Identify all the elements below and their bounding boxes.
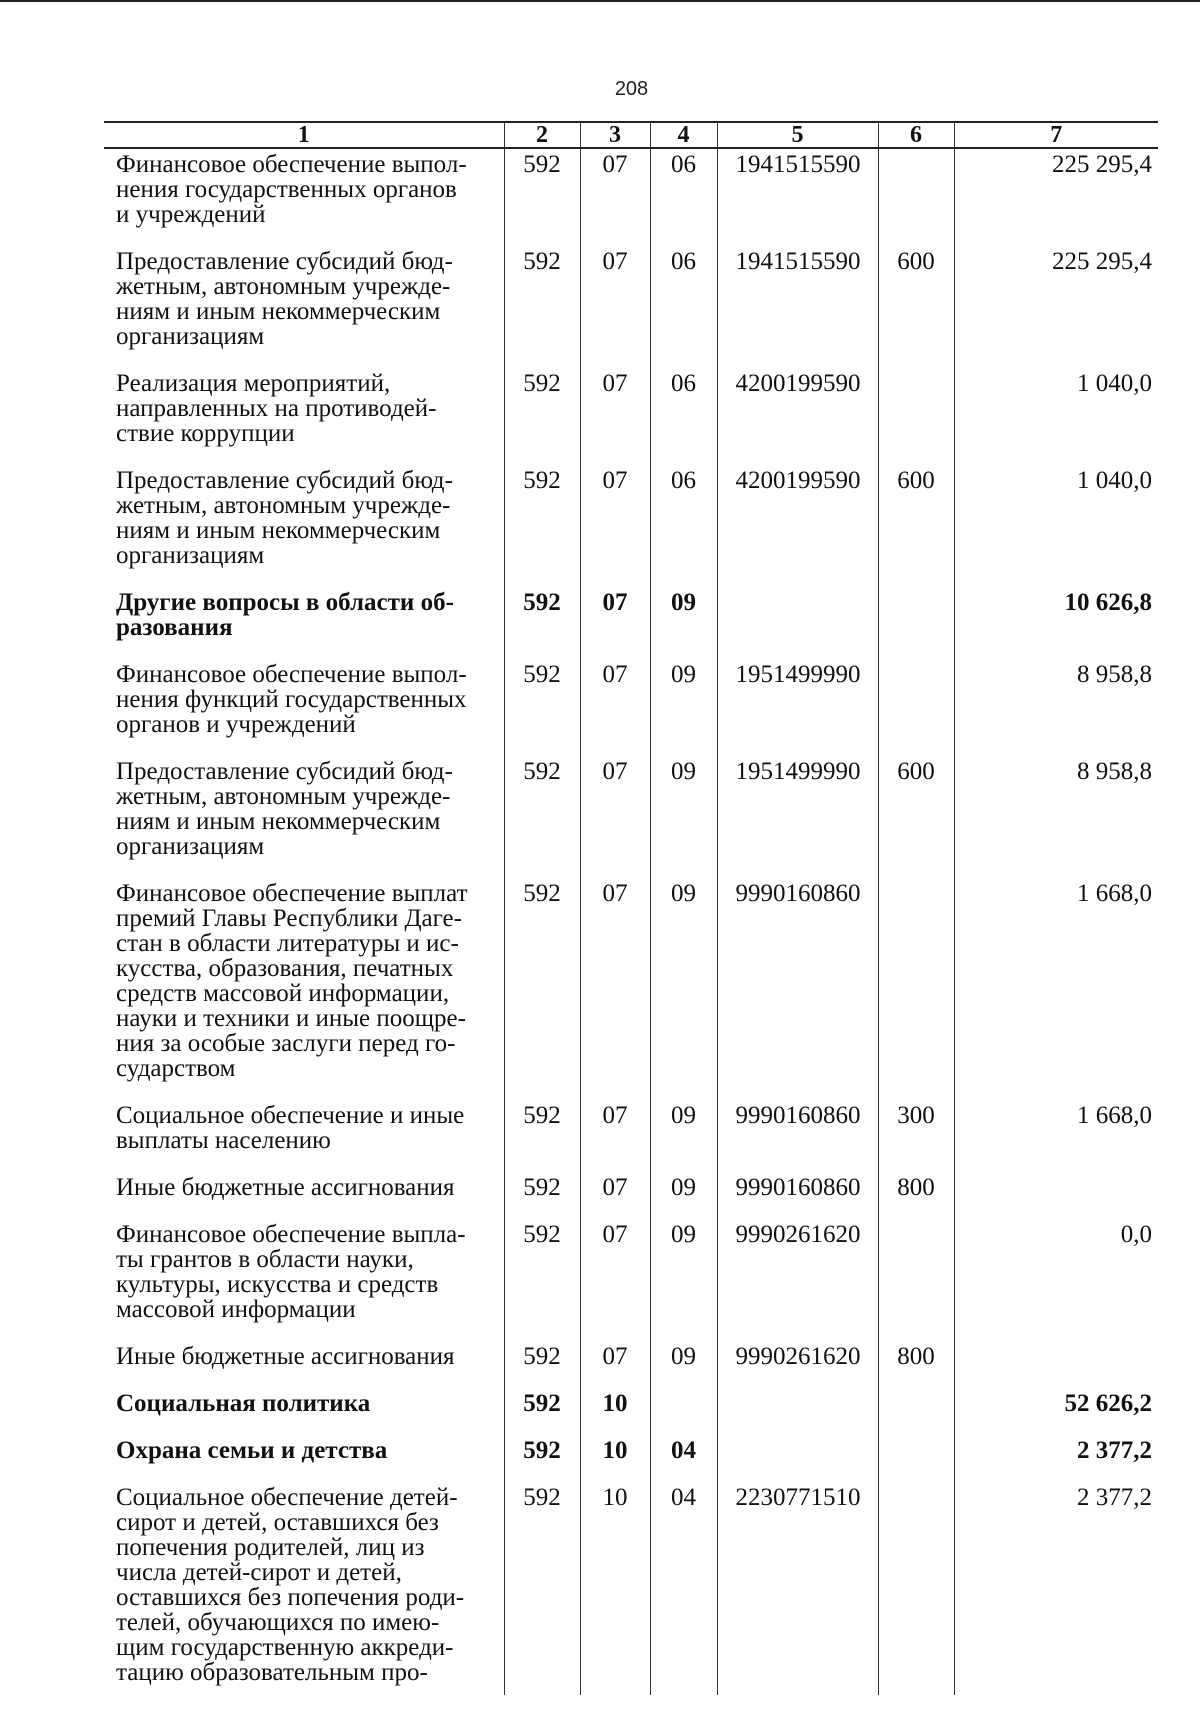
row-ministry-code: 592 — [504, 1332, 580, 1379]
table-row — [104, 1091, 1158, 1163]
row-ministry-code: 592 — [504, 456, 580, 578]
row-ministry-code: 592 — [504, 148, 580, 237]
row-section-code: 07 — [580, 747, 650, 869]
table-row — [104, 1210, 1158, 1332]
table-header — [104, 122, 1158, 148]
row-section-code: 07 — [580, 1332, 650, 1379]
row-ministry-code: 592 — [504, 869, 580, 1091]
row-section-code: 07 — [580, 650, 650, 747]
row-expense-type — [878, 578, 954, 650]
row-section-code: 07 — [580, 148, 650, 237]
row-description: Финансовое обеспечение выпла- ты грантов в области науки, культуры, искусства и средств массовой информации — [116, 1221, 466, 1323]
row-ministry-code: 592 — [504, 1210, 580, 1332]
row-section-code: 07 — [580, 1163, 650, 1210]
row-description: Иные бюджетные ассигнования — [116, 1343, 455, 1370]
row-amount: 52 626,2 — [954, 1379, 1158, 1426]
row-description: Иные бюджетные ассигнования — [116, 1174, 455, 1201]
row-amount: 225 295,4 — [954, 148, 1158, 237]
row-description: Реализация мероприятий, направленных на противодей- ствие коррупции — [116, 370, 437, 447]
row-subsection-code: 09 — [650, 869, 717, 1091]
row-section-code: 07 — [580, 1210, 650, 1332]
row-amount: 10 626,8 — [954, 578, 1158, 650]
row-description: Предоставление субсидий бюд- жетным, автономным учрежде- ниям и иным некоммерческим организациям — [116, 758, 453, 860]
column-header-3: 3 — [580, 122, 650, 148]
row-section-code: 07 — [580, 359, 650, 456]
row-subsection-code: 06 — [650, 148, 717, 237]
row-subsection-code: 09 — [650, 1210, 717, 1332]
row-ministry-code: 592 — [504, 1091, 580, 1163]
row-ministry-code: 592 — [504, 1163, 580, 1210]
row-ministry-code: 592 — [504, 578, 580, 650]
row-amount: 2 377,2 — [954, 1473, 1158, 1695]
row-description: Финансовое обеспечение выпол- нения государственных органов и учреждений — [116, 151, 467, 228]
header-row — [104, 122, 1158, 148]
row-subsection-code: 04 — [650, 1426, 717, 1473]
row-expense-type — [878, 869, 954, 1091]
row-expense-type — [878, 148, 954, 237]
row-target-article: 9990160860 — [717, 1163, 878, 1210]
row-amount: 8 958,8 — [954, 650, 1158, 747]
row-section-code: 07 — [580, 869, 650, 1091]
row-subsection-code — [650, 1379, 717, 1426]
row-expense-type — [878, 359, 954, 456]
row-description: Финансовое обеспечение выплат премий Главы Республики Даге- стан в области литературы и ис- кусства, образования, печатных средств массовой информации, науки и техники и иные поощре- ния за особые заслуги перед го- сударством — [116, 880, 468, 1082]
row-target-article — [717, 578, 878, 650]
table-row — [104, 1163, 1158, 1210]
row-amount: 8 958,8 — [954, 747, 1158, 869]
row-section-code: 07 — [580, 578, 650, 650]
row-target-article: 4200199590 — [717, 359, 878, 456]
row-amount: 1 668,0 — [954, 869, 1158, 1091]
row-target-article: 9990261620 — [717, 1210, 878, 1332]
row-subsection-code: 09 — [650, 1091, 717, 1163]
row-description: Предоставление субсидий бюд- жетным, автономным учрежде- ниям и иным некоммерческим организациям — [116, 248, 453, 350]
page-number: 208 — [614, 78, 649, 100]
row-description: Финансовое обеспечение выпол- нения функций государственных органов и учреждений — [116, 661, 467, 738]
row-expense-type: 800 — [878, 1332, 954, 1379]
row-description: Охрана семьи и детства — [116, 1437, 388, 1464]
column-header-5: 5 — [717, 122, 878, 148]
row-expense-type: 600 — [878, 237, 954, 359]
row-subsection-code: 06 — [650, 359, 717, 456]
row-ministry-code: 592 — [504, 359, 580, 456]
row-ministry-code: 592 — [504, 1473, 580, 1695]
row-target-article — [717, 1379, 878, 1426]
budget-table — [104, 121, 1158, 1695]
row-amount — [954, 1332, 1158, 1379]
row-subsection-code: 09 — [650, 1163, 717, 1210]
row-amount: 0,0 — [954, 1210, 1158, 1332]
row-ministry-code: 592 — [504, 1379, 580, 1426]
row-ministry-code: 592 — [504, 237, 580, 359]
row-expense-type: 300 — [878, 1091, 954, 1163]
row-description: Социальное обеспечение детей- сирот и детей, оставшихся без попечения родителей, лиц из числа детей-сирот и детей, оставшихся без попечения роди- телей, обучающихся по имею- щим государственную аккреди- тацию образовательным про- — [116, 1484, 465, 1686]
table-row — [104, 359, 1158, 456]
table-body — [104, 148, 1158, 1695]
row-target-article: 9990261620 — [717, 1332, 878, 1379]
table-row — [104, 650, 1158, 747]
row-subsection-code: 09 — [650, 578, 717, 650]
row-target-article: 1941515590 — [717, 237, 878, 359]
table-row — [104, 1473, 1158, 1695]
table-row — [104, 747, 1158, 869]
row-amount: 225 295,4 — [954, 237, 1158, 359]
row-amount: 1 668,0 — [954, 1091, 1158, 1163]
row-expense-type — [878, 1379, 954, 1426]
row-ministry-code: 592 — [504, 650, 580, 747]
row-expense-type: 600 — [878, 456, 954, 578]
column-header-6: 6 — [878, 122, 954, 148]
row-target-article: 1951499990 — [717, 747, 878, 869]
column-header-4: 4 — [650, 122, 717, 148]
row-target-article: 1941515590 — [717, 148, 878, 237]
row-subsection-code: 09 — [650, 747, 717, 869]
row-amount — [954, 1163, 1158, 1210]
row-subsection-code: 06 — [650, 237, 717, 359]
row-section-code: 07 — [580, 456, 650, 578]
page-top-border — [0, 0, 1200, 2]
row-description: Предоставление субсидий бюд- жетным, автономным учрежде- ниям и иным некоммерческим организациям — [116, 467, 453, 569]
row-expense-type — [878, 1210, 954, 1332]
row-expense-type — [878, 1473, 954, 1695]
row-ministry-code: 592 — [504, 747, 580, 869]
row-subsection-code: 04 — [650, 1473, 717, 1695]
row-target-article: 9990160860 — [717, 869, 878, 1091]
row-section-code: 07 — [580, 237, 650, 359]
table-row — [104, 1379, 1158, 1426]
row-subsection-code: 09 — [650, 1332, 717, 1379]
column-header-7: 7 — [954, 122, 1158, 148]
table-row — [104, 869, 1158, 1091]
row-expense-type: 600 — [878, 747, 954, 869]
row-description: Социальное обеспечение и иные выплаты населению — [116, 1102, 465, 1154]
row-target-article: 9990160860 — [717, 1091, 878, 1163]
row-target-article: 2230771510 — [717, 1473, 878, 1695]
row-target-article: 1951499990 — [717, 650, 878, 747]
row-description: Другие вопросы в области об- разования — [116, 589, 454, 641]
row-amount: 1 040,0 — [954, 456, 1158, 578]
row-expense-type — [878, 650, 954, 747]
row-description: Социальная политика — [116, 1390, 371, 1417]
table-row — [104, 578, 1158, 650]
row-section-code: 10 — [580, 1379, 650, 1426]
row-expense-type — [878, 1426, 954, 1473]
row-section-code: 07 — [580, 1091, 650, 1163]
table-row — [104, 1332, 1158, 1379]
row-subsection-code: 09 — [650, 650, 717, 747]
row-subsection-code: 06 — [650, 456, 717, 578]
table-row — [104, 456, 1158, 578]
row-ministry-code: 592 — [504, 1426, 580, 1473]
row-section-code: 10 — [580, 1426, 650, 1473]
row-target-article: 4200199590 — [717, 456, 878, 578]
table-row — [104, 1426, 1158, 1473]
row-section-code: 10 — [580, 1473, 650, 1695]
row-amount: 2 377,2 — [954, 1426, 1158, 1473]
table-row — [104, 237, 1158, 359]
row-amount: 1 040,0 — [954, 359, 1158, 456]
row-target-article — [717, 1426, 878, 1473]
row-expense-type: 800 — [878, 1163, 954, 1210]
column-header-2: 2 — [504, 122, 580, 148]
table-row — [104, 148, 1158, 237]
column-header-1: 1 — [104, 122, 504, 148]
